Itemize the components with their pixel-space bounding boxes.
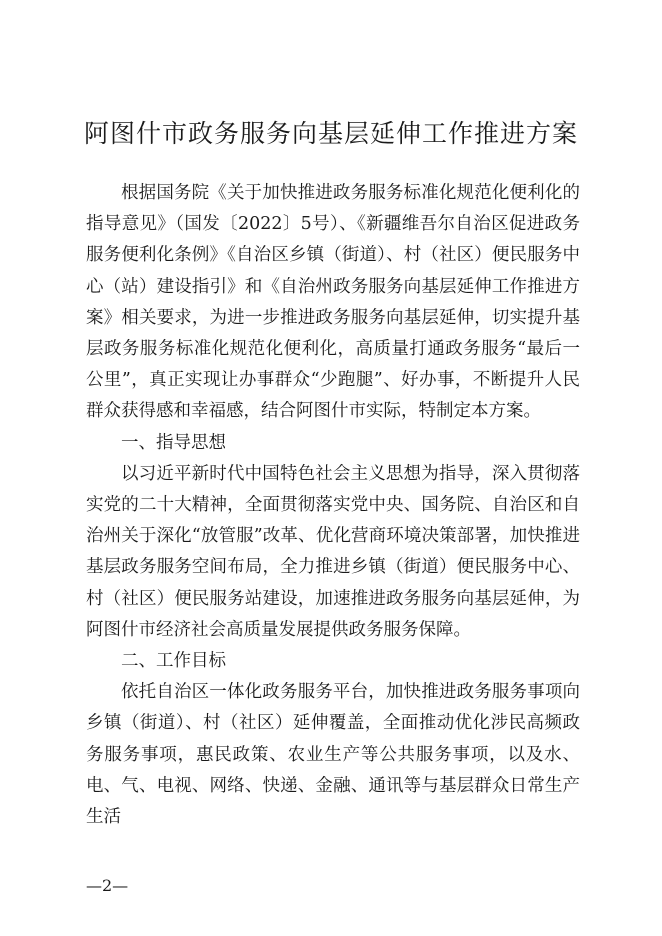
section-paragraph-guiding-ideology: 以习近平新时代中国特色社会主义思想为指导，深入贯彻落实党的二十大精神，全面贯彻落实党中央、国务院、自治区和自治州关于深化“放管服”改革、优化营商环境决策部署，加快推进基层政务服务空间布局，全力推进乡镇（街道）便民服务中心、村（社区）便民服务站建设，加速推进政务服务向基层延伸，为阿图什市经济社会高质量发展提供政务服务保障。 <box>86 463 580 640</box>
intro-paragraph: 根据国务院《关于加快推进政务服务标准化规范化便利化的指导意见》（国发〔2022〕5号）、《新疆维吾尔自治区促进政务服务便利化条例》《自治区乡镇（街道）、村（社区）便民服务中心（站）建设指引》和《自治州政务服务向基层延伸工作推进方案》相关要求，为进一步推进政务服务向基层延伸，切实提升基层政务服务标准化规范化便利化，高质量打通政务服务“最后一公里”，真正实现让办事群众“少跑腿”、好办事，不断提升人民群众获得感和幸福感，结合阿图什市实际，特制定本方案。 <box>86 183 580 422</box>
document-body <box>86 178 580 833</box>
page-number: —2— <box>86 876 129 895</box>
section-heading-work-goals: 二、工作目标 <box>121 651 226 672</box>
section-paragraph-work-goals: 依托自治区一体化政务服务平台，加快推进政务服务事项向乡镇（街道）、村（社区）延伸覆盖，全面推动优化涉民高频政务服务事项，惠民政策、农业生产等公共服务事项，以及水、电、气、电视、网络、快递、金融、通讯等与基层群众日常生产生活 <box>86 682 580 828</box>
document-title: 阿图什市政务服务向基层延伸工作推进方案 <box>83 119 578 148</box>
section-heading-guiding-ideology: 一、指导思想 <box>121 432 226 453</box>
